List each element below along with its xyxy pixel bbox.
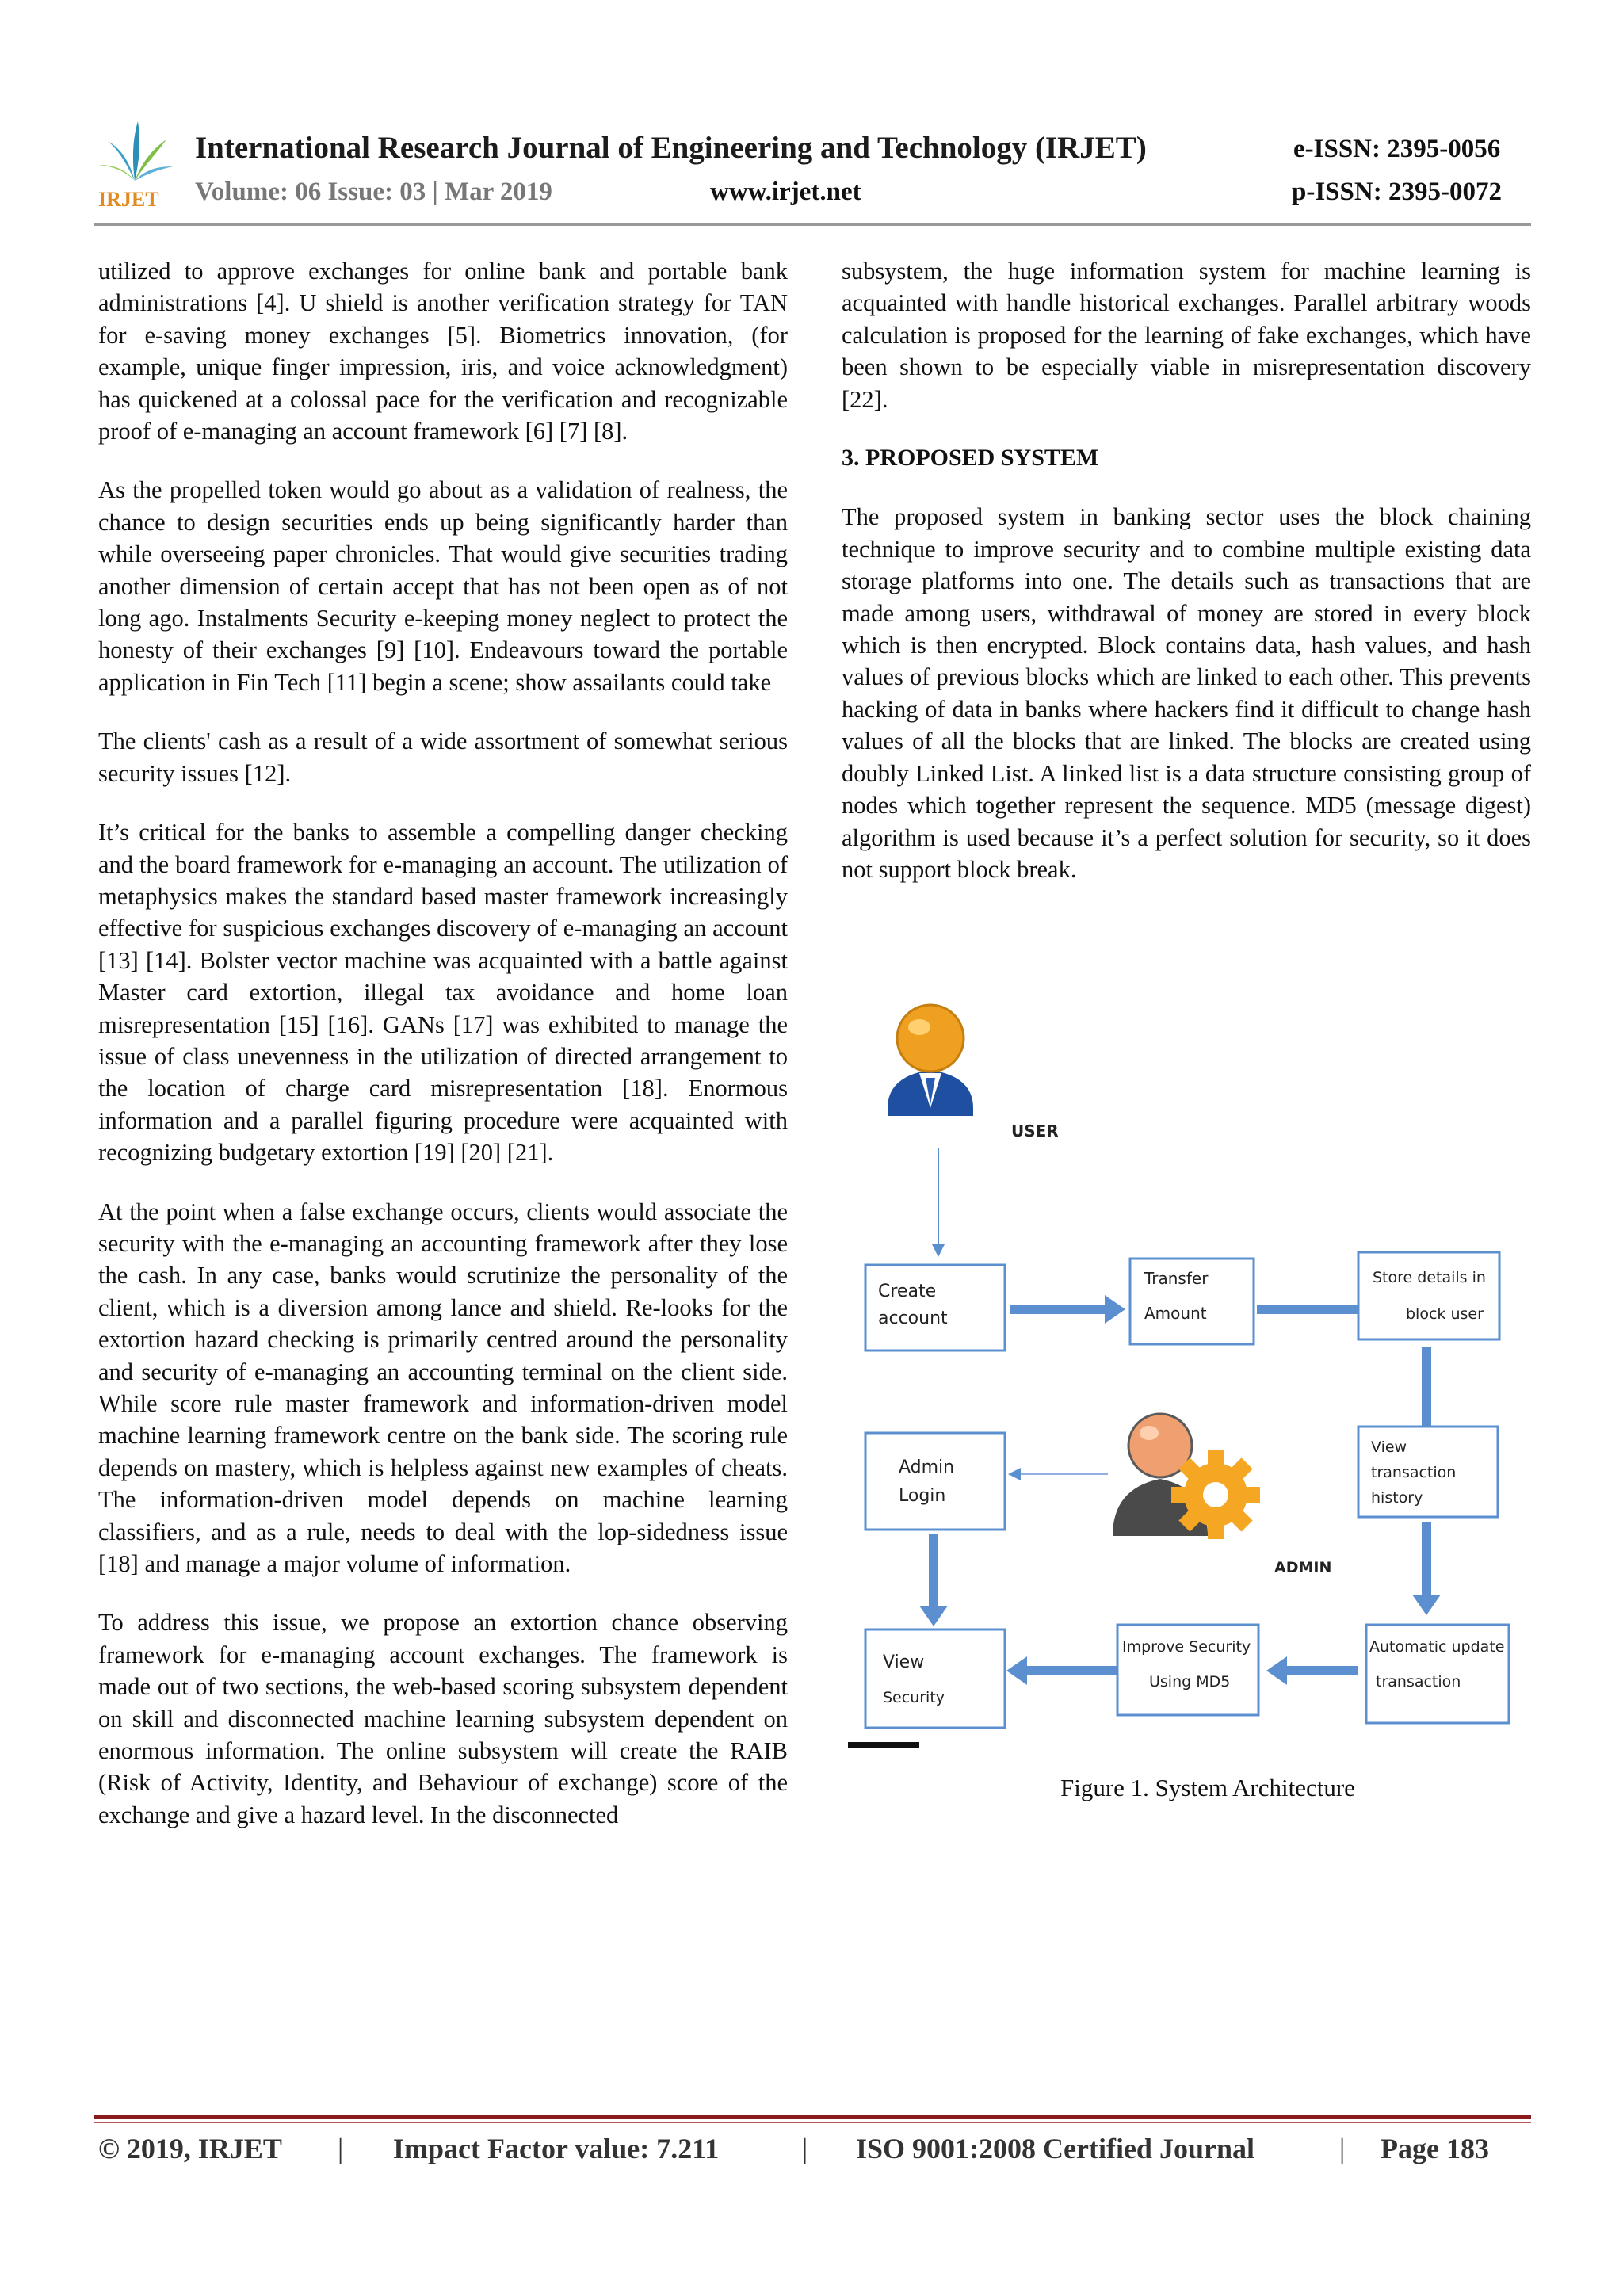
website-link[interactable]: www.irjet.net bbox=[710, 178, 861, 206]
pissn: p-ISSN: 2395-0072 bbox=[1292, 178, 1502, 206]
box-line: Admin bbox=[899, 1457, 955, 1477]
user-label: USER bbox=[1011, 1121, 1059, 1140]
footer-impact-factor: Impact Factor value: 7.211 bbox=[393, 2133, 720, 2164]
admin-label: ADMIN bbox=[1274, 1559, 1332, 1576]
box-line: block user bbox=[1406, 1305, 1484, 1323]
box-line: history bbox=[1371, 1489, 1423, 1507]
journal-title: International Research Journal of Engineering and Technology (IRJET) bbox=[195, 131, 1147, 165]
arrow bbox=[1266, 1656, 1358, 1685]
irjet-logo bbox=[94, 117, 176, 212]
paragraph: At the point when a false exchange occurs, clients would associate the security with the e-managing an accounting framework after they lose the cash. In any case, banks would scrutinize the personality of the client, which is a diversion among lance and shield. Re-looks for the extortion hazard checking is primarily centred around the personality and security of e-managing an accounting terminal on the client side. While score rule master framework and information-driven model machine learning framework centre on the bank side. The scoring rule depends on mastery, which is helpless against new examples of cheats. The information-driven model depends on machine learning classifiers, and as a rule, needs to deal with the lop-sidedness issue [18] and manage a major volume of information. bbox=[98, 1198, 788, 1578]
figure-artifact-bar bbox=[848, 1742, 919, 1748]
footer-separator: | bbox=[1339, 2133, 1346, 2164]
box-line: View bbox=[883, 1652, 925, 1672]
box-line: Store details in bbox=[1373, 1269, 1486, 1286]
paragraph: utilized to approve exchanges for online bank and portable bank administrations [4]. U shield is another verification strategy for TAN for e-saving money exchanges [5]. Biometrics innovation, (for example, unique finger impression, iris, and voice acknowledgment) has quickened at a colossal pace for the verification and recognizable proof of e-managing an account framework [6] [7] [8]. bbox=[98, 258, 788, 445]
box-line: Automatic update bbox=[1369, 1638, 1505, 1656]
view-security-box bbox=[865, 1629, 1005, 1728]
footer-divider-thin bbox=[94, 2122, 1531, 2123]
footer-divider bbox=[94, 2115, 1531, 2119]
gear-icon bbox=[1171, 1450, 1260, 1539]
footer-separator: | bbox=[802, 2133, 808, 2164]
admin-login-box bbox=[865, 1433, 1005, 1530]
system-architecture-figure bbox=[843, 981, 1518, 1750]
store-details-box bbox=[1358, 1252, 1499, 1339]
footer-iso: ISO 9001:2008 Certified Journal bbox=[856, 2133, 1254, 2164]
footer-separator: | bbox=[338, 2133, 344, 2164]
create-account-box bbox=[865, 1265, 1005, 1350]
box-line: Create bbox=[878, 1282, 937, 1301]
box-line: Amount bbox=[1144, 1304, 1207, 1323]
footer-copyright: © 2019, IRJET bbox=[98, 2133, 282, 2164]
box-line: Improve Security bbox=[1122, 1638, 1251, 1656]
paragraph: The proposed system in banking sector uses the block chaining technique to improve security and to combine multiple existing data storage platforms into one. The details such as transactions that are made among users, withdrawal of money are stored in every block which is then encrypted. Block contains data, hash values, and hash values of previous blocks which are linked to each other. This prevents hacking of data in banks where hackers find it difficult to change hash values of all the blocks that are linked. The blocks are created using doubly Linked List. A linked list is a data structure consisting group of nodes which together represent the sequence. MD5 (message digest) algorithm is used because it’s a perfect solution for security, so it does not support block break. bbox=[842, 503, 1531, 883]
volume-issue: Volume: 06 Issue: 03 | Mar 2019 bbox=[195, 178, 552, 206]
box-line: Transfer bbox=[1144, 1269, 1209, 1288]
box-line: Login bbox=[899, 1486, 946, 1506]
box-line: transaction bbox=[1376, 1673, 1461, 1690]
paragraph: It’s critical for the banks to assemble a compelling danger checking and the board framework for e-managing an account. The utilization of metaphysics makes the standard based master framework increasingly effective for suspicious exchanges discovery of e-managing an account [13] [14]. Bolster vector machine was acquainted with a battle against Master card extortion, illegal tax avoidance and home loan misrepresentation [15] [16]. GANs [17] was exhibited to manage the issue of class unevenness in the utilization of directed arrangement to the location of charge card misrepresentation [18]. Enormous information and a parallel figuring procedure were acquainted with recognizing budgetary extortion [19] [20] [21]. bbox=[98, 819, 788, 1167]
box-line: View bbox=[1371, 1438, 1407, 1456]
header-divider bbox=[94, 223, 1531, 226]
left-column bbox=[98, 255, 788, 1858]
logo-text: IRJET bbox=[98, 188, 159, 211]
arrow bbox=[919, 1534, 948, 1626]
figure-caption: Figure 1. System Architecture bbox=[1060, 1774, 1355, 1801]
paragraph: subsystem, the huge information system for machine learning is acquainted with handle historical exchanges. Parallel arbitrary woods calculation is proposed for the learning of fake exchanges, which have been shown to be especially viable in misrepresentation discovery [22]. bbox=[842, 258, 1531, 413]
box-line: Security bbox=[883, 1689, 945, 1706]
paragraph: To address this issue, we propose an extortion chance observing framework for e-managing account exchanges. The framework is made out of two sections, the web-based scoring subsystem dependent on skill and disconnected machine learning subsystem dependent on enormous information. The online subsystem will create the RAIB (Risk of Activity, Identity, and Behaviour of exchange) score of the exchange and give a hazard level. In the disconnected bbox=[98, 1609, 788, 1828]
box-line: account bbox=[878, 1308, 948, 1328]
box-line: Using MD5 bbox=[1149, 1673, 1231, 1690]
paragraph: As the propelled token would go about as a validation of realness, the chance to design securities ends up being significantly harder than while overseeing paper chronicles. That would give securities trading another dimension of certain accept that has not been open as of not long ago. Instalments Security e-keeping money neglect to protect the honesty of their exchanges [9] [10]. Endeavours toward the portable application in Fin Tech [11] begin a scene; show assailants could take bbox=[98, 476, 788, 696]
footer-page-number: Page 183 bbox=[1381, 2133, 1489, 2164]
arrow bbox=[1006, 1656, 1122, 1685]
eissn: e-ISSN: 2395-0056 bbox=[1293, 135, 1501, 163]
arrow bbox=[1412, 1522, 1441, 1615]
user-icon bbox=[888, 1005, 973, 1116]
box-line: transaction bbox=[1371, 1464, 1457, 1481]
arrow bbox=[1010, 1295, 1125, 1324]
right-column bbox=[842, 255, 1531, 912]
paragraph: The clients' cash as a result of a wide assortment of somewhat serious security issues [12]. bbox=[98, 728, 788, 787]
section-heading: 3. PROPOSED SYSTEM bbox=[842, 445, 1099, 472]
